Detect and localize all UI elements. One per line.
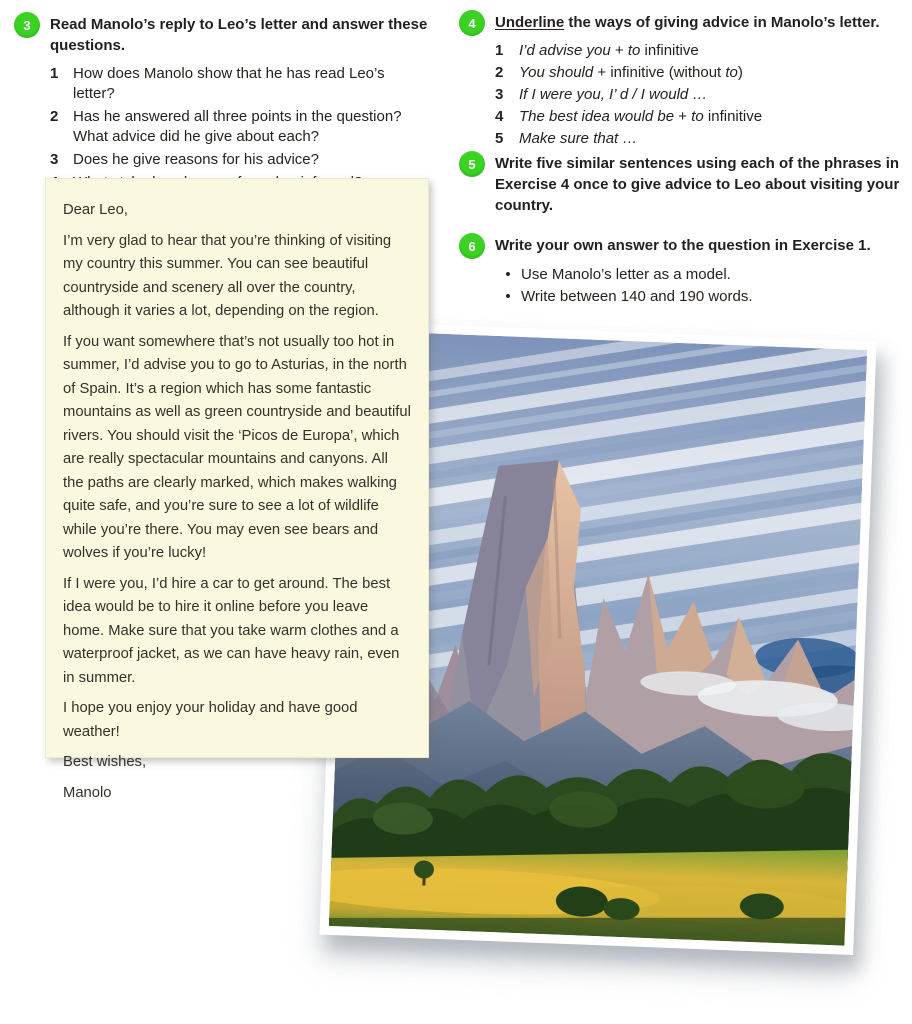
bullet-text: Write between 140 and 190 words. bbox=[521, 288, 753, 305]
exercise-4-title: Underline the ways of giving advice in Manolo’s letter. bbox=[495, 14, 880, 31]
exercise-5 bbox=[459, 153, 909, 216]
exercise-3-question-list bbox=[50, 64, 442, 193]
exercise-3 bbox=[14, 14, 442, 196]
advice-item bbox=[495, 128, 909, 150]
letter-paragraph: If you want somewhere that’s not usually too hot in summer, I’d advise you to go to Asturias, in the north of Spain. It’s a region which has some fantastic mountains as well as green countryside and beautiful rivers. You should visit the ‘Picos de Europa’, which are really spectacular mountains and canyons. All the paths are clearly marked, which makes walking quite safe, and you’re sure to see a lot of wildlife while you’re there. You may even see bears and wolves if you’re lucky! bbox=[63, 333, 411, 561]
advice-item bbox=[495, 84, 909, 106]
letter-paragraph: I’m very glad to hear that you’re thinking of visiting my country this summer. You can see beautiful countryside and scenery all over the country, although it varies a lot, depending on the region. bbox=[63, 232, 392, 319]
letter-paragraph: Dear Leo, bbox=[63, 202, 128, 218]
exercise-6-number-badge: 6 bbox=[459, 233, 485, 259]
question-item bbox=[50, 150, 442, 170]
advice-number: 2 bbox=[495, 64, 504, 81]
exercise-3-title: Read Manolo’s reply to Leo’s letter and answer these questions. bbox=[50, 16, 428, 54]
advice-item bbox=[495, 106, 909, 128]
question-text: Does he give reasons for his advice? bbox=[73, 151, 319, 168]
advice-number: 1 bbox=[495, 42, 504, 59]
advice-item bbox=[495, 40, 909, 62]
letter-paragraph: Manolo bbox=[63, 784, 112, 801]
advice-number: 5 bbox=[495, 130, 504, 147]
advice-item bbox=[495, 62, 909, 84]
question-number: 1 bbox=[50, 65, 59, 82]
exercise-4-number-badge: 4 bbox=[459, 10, 485, 36]
letter-paragraph: Best wishes, bbox=[63, 754, 147, 770]
question-text: Has he answered all three points in the question? What advice did he give about each? bbox=[73, 108, 402, 145]
exercise-6-bullet-list bbox=[495, 264, 909, 308]
exercise-5-title: Write five similar sentences using each of the phrases in Exercise 4 once to give advice to Leo about visiting your country. bbox=[495, 155, 900, 214]
question-text: How does Manolo show that he has read Leo’s letter? bbox=[73, 65, 385, 102]
advice-number: 3 bbox=[495, 86, 504, 103]
exercise-3-number-badge: 3 bbox=[14, 12, 40, 38]
question-number: 3 bbox=[50, 151, 59, 168]
advice-number: 4 bbox=[495, 108, 504, 125]
exercise-6 bbox=[459, 235, 909, 308]
letter-paragraph: If I were you, I’d hire a car to get around. The best idea would be to hire it online before you leave home. Make sure that you take warm clothes and a waterproof jacket, as we can have heavy rain, even in summer. bbox=[63, 575, 400, 686]
advice-text: Make sure that … bbox=[519, 130, 638, 147]
letter-paragraph: I hope you enjoy your holiday and have good weather! bbox=[63, 700, 358, 740]
exercise-4 bbox=[459, 12, 909, 150]
manolo-letter bbox=[45, 178, 429, 801]
advice-text: I’d advise you + to infinitive bbox=[519, 42, 699, 59]
question-item bbox=[50, 64, 442, 104]
bullet-dot: • bbox=[505, 288, 511, 305]
advice-text: You should + infinitive (without to) bbox=[519, 64, 743, 81]
exercise-5-number-badge: 5 bbox=[459, 151, 485, 177]
bullet-item bbox=[495, 286, 909, 308]
question-item bbox=[50, 107, 442, 147]
advice-text: The best idea would be + to infinitive bbox=[519, 108, 763, 125]
exercise-6-title: Write your own answer to the question in Exercise 1. bbox=[495, 237, 871, 254]
question-number: 2 bbox=[50, 108, 59, 125]
exercise-4-advice-list bbox=[495, 40, 909, 150]
advice-text: If I were you, I’ d / I would … bbox=[519, 86, 708, 103]
bullet-dot: • bbox=[505, 266, 511, 283]
letter-paragraphs bbox=[63, 199, 412, 805]
bullet-item bbox=[495, 264, 909, 286]
bullet-text: Use Manolo’s letter as a model. bbox=[521, 266, 731, 283]
